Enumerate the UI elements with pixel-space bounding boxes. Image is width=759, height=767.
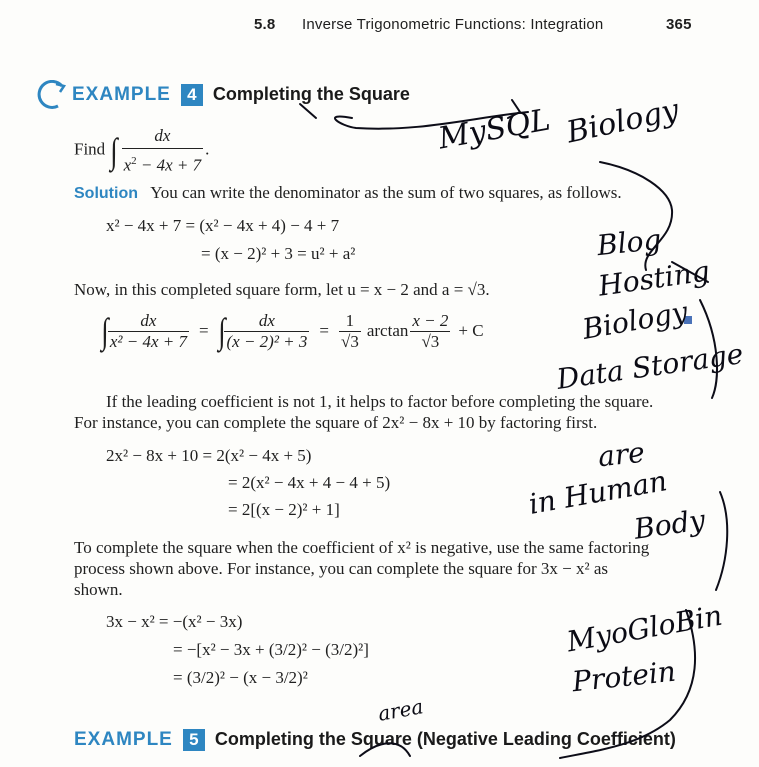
denominator-rest: − 4x + 7: [136, 155, 202, 175]
handwritten-note-protein: Protein: [570, 654, 678, 699]
arctan-denominator: √3: [421, 331, 440, 351]
solution-text: You can write the denominator as the sum of two squares, as follows.: [150, 183, 622, 202]
integral-sign: ∫: [101, 311, 109, 351]
denominator-2: (x − 2)² + 3: [226, 331, 308, 351]
coefficient-numerator: 1: [339, 311, 361, 332]
integral-sign: ∫: [110, 130, 119, 171]
integral-sign: ∫: [217, 311, 226, 351]
page-number: 365: [666, 16, 692, 33]
arctan-label: arctan: [366, 321, 409, 340]
paragraph-2-line-1: To complete the square when the coefficient of x² is negative, use the same factoring: [74, 538, 650, 557]
denominator-x: x: [123, 155, 132, 175]
substitution-text: Now, in this completed square form, let u = x − 2 and a = √3.: [74, 280, 490, 299]
paragraph-1-line-2: For instance, you can complete the square of 2x² − 8x + 10 by factoring first.: [74, 413, 598, 432]
example-title: Completing the Square (Negative Leading Coefficient): [214, 729, 676, 749]
handwritten-note-are: are: [596, 435, 647, 474]
equals-sign: =: [199, 321, 209, 340]
numerator-1: dx: [140, 310, 157, 330]
equation-4-line-3: = (3/2)² − (x − 3/2)²: [173, 668, 308, 687]
example-number-badge: 4: [181, 84, 203, 106]
equation-1-line-2: = (x − 2)² + 3 = u² + a²: [201, 244, 356, 263]
paragraph-2-line-3: shown.: [74, 580, 123, 599]
equation-3-line-1: 2x² − 8x + 10 = 2(x² − 4x + 5): [106, 446, 312, 465]
numerator-2: dx: [258, 310, 275, 330]
problem-fraction: $\frac{dx}{x^2 - 4x + 7}$: [123, 126, 202, 175]
example-title: Completing the Square: [212, 84, 410, 104]
handwritten-note-biology: Biology: [563, 92, 682, 151]
equation-4-line-1: 3x − x² = −(x² − 3x): [106, 612, 243, 631]
handwritten-note-in-human: in Human: [526, 464, 670, 521]
find-word: Find: [74, 139, 106, 159]
fraction-numerator: dx: [154, 126, 171, 145]
example-number-badge: 5: [183, 729, 205, 751]
plus-c: + C: [458, 321, 484, 340]
handwritten-note-biology-2: Biology: [579, 295, 691, 346]
paragraph-1-line-1: If the leading coefficient is not 1, it helps to factor before completing the square.: [106, 392, 654, 411]
find-problem: Find ∫ $\frac{dx}{x^2 - 4x + 7}$ .: [74, 124, 209, 178]
section-title: Inverse Trigonometric Functions: Integration: [302, 16, 604, 33]
arctan-numerator: x − 2: [412, 310, 449, 330]
denominator-1: x² − 4x + 7: [109, 331, 188, 351]
handwritten-note-body: Body: [632, 503, 708, 546]
equation-3-line-3: = 2[(x − 2)² + 1]: [228, 500, 340, 519]
equation-4-line-2: = −[x² − 3x + (3/2)² − (3/2)²]: [173, 640, 369, 659]
handwritten-note-data-storage: Data Storage: [554, 337, 746, 396]
equation-1-line-1: x² − 4x + 7 = (x² − 4x + 4) − 4 + 7: [106, 216, 340, 235]
paragraph-2-line-2: process shown above. For instance, you can complete the square for 3x − x² as: [74, 559, 608, 578]
handwritten-note-hosting: Hosting: [596, 254, 712, 303]
handwritten-note-area: area: [376, 694, 425, 726]
handwritten-note-blog: Blog: [595, 222, 663, 263]
coefficient-denominator: √3: [341, 331, 359, 351]
handwritten-note-mysql: MySQL: [435, 102, 553, 157]
handwritten-note-myoglobin: MyoGloBin: [564, 598, 725, 659]
example-label: EXAMPLE: [72, 84, 171, 105]
section-number: 5.8: [254, 16, 276, 33]
equation-3-line-2: = 2(x² − 4x + 4 − 4 + 5): [228, 473, 391, 492]
solution-label: Solution: [74, 185, 138, 202]
example-label: EXAMPLE: [74, 729, 173, 750]
equals-sign: =: [319, 321, 329, 340]
